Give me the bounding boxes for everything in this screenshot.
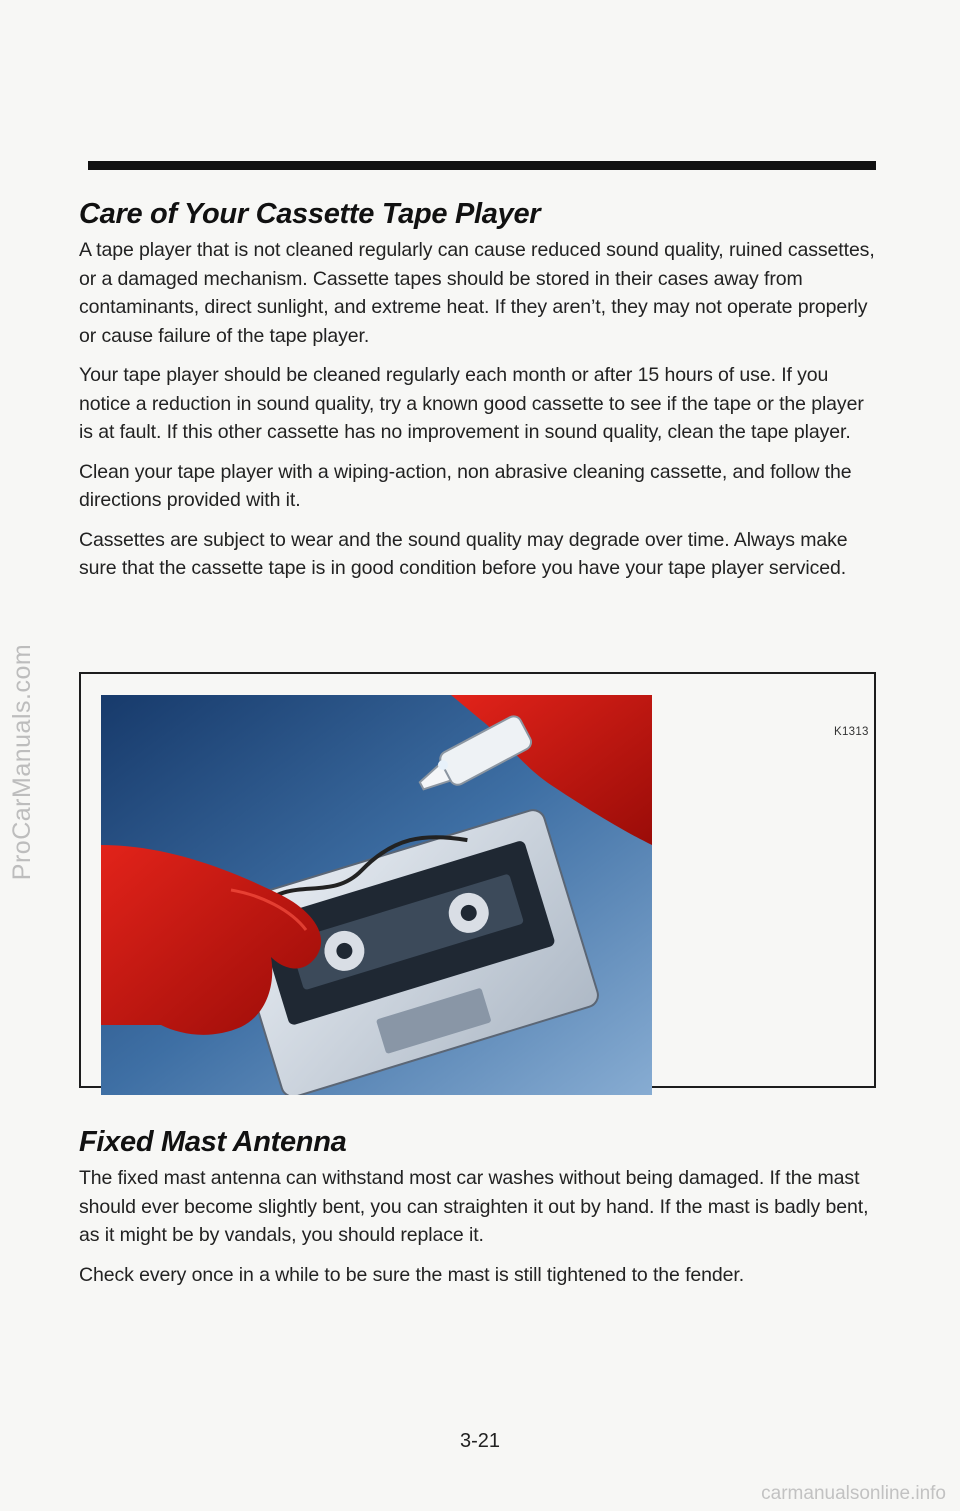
section-fixed-mast-antenna bbox=[79, 1124, 879, 1300]
header-rule bbox=[88, 161, 876, 170]
cassette-cleaning-photo bbox=[101, 695, 652, 1095]
section-title-antenna: Fixed Mast Antenna bbox=[79, 1126, 347, 1158]
side-watermark: ProCarManuals.com bbox=[8, 643, 36, 881]
paragraph-4: Cassettes are subject to wear and the sound quality may degrade over time. Always make sure that the cassette tape is in good condition before you have your tape player serviced. bbox=[79, 528, 848, 579]
cassette-cleaning-illustration bbox=[101, 695, 652, 1095]
paragraph-6: Check every once in a while to be sure the mast is still tightened to the fender. bbox=[79, 1263, 745, 1286]
paragraph-2: Your tape player should be cleaned regularly each month or after 15 hours of use. If you notice a reduction in sound quality, try a known good cassette to see if the tape or the player is at fault. If this other cassette has no improvement in sound quality, clean the tape player. bbox=[79, 364, 864, 443]
section-title-cassette: Care of Your Cassette Tape Player bbox=[79, 198, 541, 230]
page-number: 3-21 bbox=[459, 1430, 501, 1452]
paragraph-5: The fixed mast antenna can withstand most car washes without being damaged. If the mast should ever become slightly bent, you can straighten it out by hand. If the mast is badly bent, as it might be by vandals, you should replace it. bbox=[79, 1167, 869, 1246]
footer-watermark: carmanualsonline.info bbox=[761, 1483, 946, 1504]
figure-code: K1313 bbox=[834, 726, 869, 738]
paragraph-1: A tape player that is not cleaned regularly can cause reduced sound quality, ruined cassettes, or a damaged mechanism. Cassette tapes should be stored in their cases away from contaminants, direct sunlight, and extreme heat. If they aren’t, they may not operate properly or cause failure of the tape player. bbox=[79, 239, 875, 347]
paragraph-3: Clean your tape player with a wiping-action, non abrasive cleaning cassette, and follow the directions provided with it. bbox=[79, 460, 852, 511]
section-cassette-care bbox=[79, 196, 879, 594]
